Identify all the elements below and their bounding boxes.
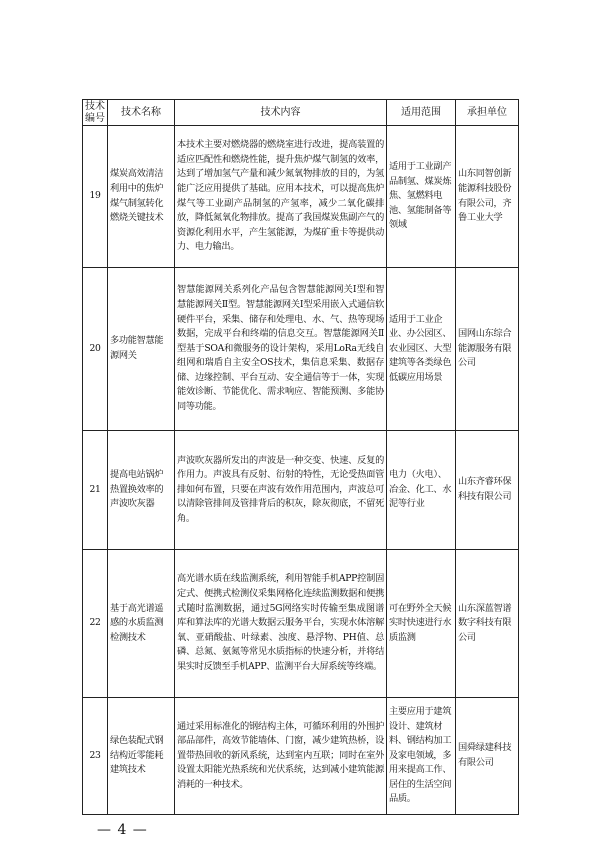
tech-name: 煤炭高效清洁利用中的焦炉煤气制氢转化燃烧关键技术: [108, 126, 175, 268]
row-number: 20: [83, 268, 108, 431]
row-number: 23: [83, 698, 108, 815]
tech-content: 高光谱水质在线监测系统，利用智能手机APP控制固定式、便携式检测仪采集网格化连续监测数据和便携式随时监测数据，通过5G网络实时传输至集成图谱库和算法库的光谱大数据云服务平台，实现水体溶解氧、亚硝酸盐、叶绿素、浊度、悬浮物、PH值、总磷、总氮、氨氮等常见水质指标的快速分析，并将结果实时反馈至手机APP、监测平台大屏系统等终端。: [175, 550, 387, 698]
tech-content: 本技术主要对燃烧器的燃烧室进行改进，提高装置的适应匹配性和燃烧性能，提升焦炉煤气制氢的效率，达到了增加氢气产量和减少氮氧物排放的目的，为氢能广泛应用提供了基础。应用本技术，可以提高焦炉煤气等工业副产品制氢的产氢率，减少二氧化碳排放，降低氮氧化物排放。提高了我国煤炭焦副产气的资源化利用水平，产生氢能源，为煤矿重卡等提供动力、电力输出。: [175, 126, 387, 268]
row-number: 19: [83, 126, 108, 268]
row-number: 22: [83, 550, 108, 698]
header-scope: 适用范围: [387, 100, 456, 126]
table-row: [83, 126, 519, 268]
technology-table: [82, 99, 519, 815]
table-row: [83, 268, 519, 431]
tech-scope: 适用于工业副产品制氢、煤炭炼焦、氢燃料电池、氢能制备等领域: [387, 126, 456, 268]
tech-name: 绿色装配式钢结构近零能耗建筑技术: [108, 698, 175, 815]
table-row: [83, 431, 519, 550]
tech-unit: 山东深蓝智谱数字科技有限公司: [456, 550, 519, 698]
tech-content: 声波吹灰器所发出的声波是一种交变、快速、反复的作用力。声波具有反射、衍射的特性，无论受热面管排如何布置，只要在声波有效作用范围内，声波总可以清除管排间及管排背后的积灰，除灰彻底，不留死角。: [175, 431, 387, 550]
tech-unit: 山东齐睿环保科技有限公司: [456, 431, 519, 550]
header-no: 技术 编号: [83, 100, 108, 126]
tech-name: 提高电站锅炉热置换效率的声波吹灰器: [108, 431, 175, 550]
header-name: 技术名称: [108, 100, 175, 126]
header-unit: 承担单位: [456, 100, 519, 126]
row-number: 21: [83, 431, 108, 550]
table-header-row: [83, 100, 519, 126]
tech-scope: 电力（火电）、冶金、化工、水泥等行业: [387, 431, 456, 550]
table-row: [83, 698, 519, 815]
tech-unit: 国网山东综合能源服务有限公司: [456, 268, 519, 431]
tech-content: 通过采用标准化的钢结构主体，可循环利用的外围护部品部件，高效节能墙体、门窗，减少建筑热桥，设置带热回收的新风系统，达到室内互联；同时在室外设置太阳能光热系统和光伏系统，达到减小建筑能源消耗的一种技术。: [175, 698, 387, 815]
tech-scope: 适用于工业企业、办公园区、农业园区、大型建筑等各类绿色低碳应用场景: [387, 268, 456, 431]
tech-scope: 主要应用于建筑设计、建筑材料、钢结构加工及家电领域，多用来提高工作、居住的生活空间品质。: [387, 698, 456, 815]
table-row: [83, 550, 519, 698]
tech-name: 基于高光谱遥感的水质监测检测技术: [108, 550, 175, 698]
tech-unit: 国舜绿建科技有限公司: [456, 698, 519, 815]
tech-scope: 可在野外全天候实时快速进行水质监测: [387, 550, 456, 698]
tech-unit: 山东同智创新能源科技股份有限公司，齐鲁工业大学: [456, 126, 519, 268]
page-number: — 4 —: [97, 822, 148, 838]
tech-content: 智慧能源网关系列化产品包含智慧能源网关Ⅰ型和智慧能源网关Ⅱ型。智慧能源网关Ⅰ型采用嵌入式通信软硬件平台，采集、储存和处理电、水、气、热等现场数据，完成平台和终端的信息交互。智慧能源网关Ⅱ型基于SOA和微服务的设计架构，采用LoRa无线自组网和瑞盾自主安全OS技术，集信息采集、数据存储、边缘控制、平台互动、安全通信等于一体，实现能效诊断、节能优化、需求响应、智能预测、多能协同等功能。: [175, 268, 387, 431]
tech-name: 多功能智慧能源网关: [108, 268, 175, 431]
header-content: 技术内容: [175, 100, 387, 126]
